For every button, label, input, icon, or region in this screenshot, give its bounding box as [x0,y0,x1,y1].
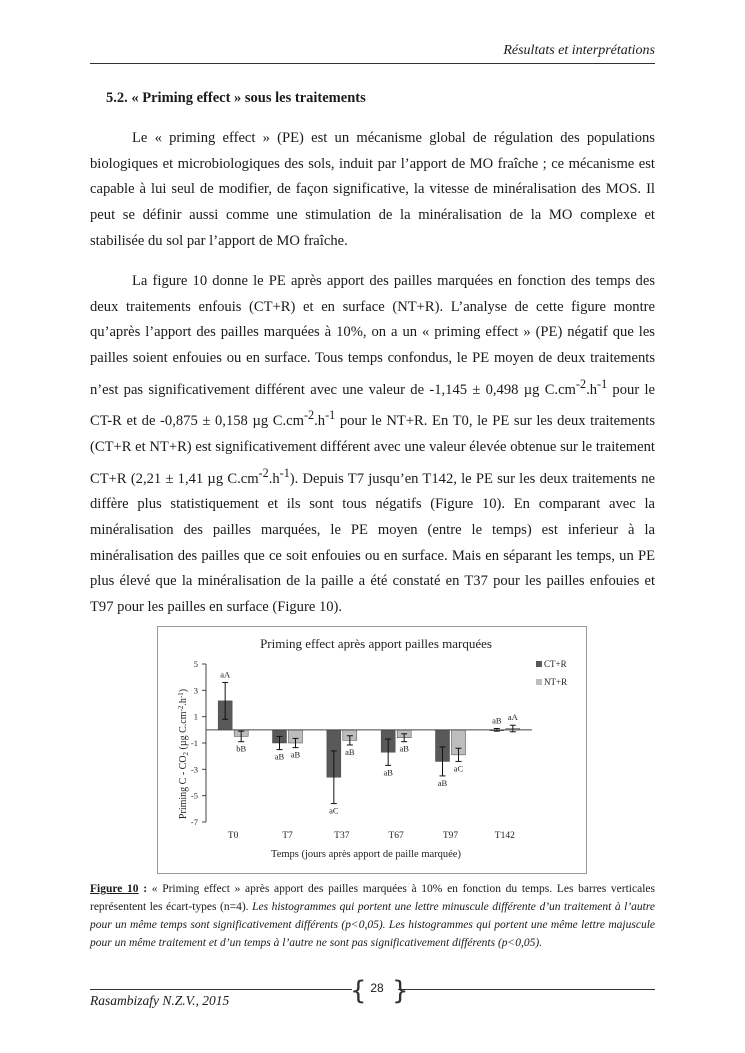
y-tick-label: 5 [193,659,198,669]
header-rule [90,63,655,64]
section-title: 5.2. « Priming effect » sous les traitements [106,90,366,106]
significance-label: aA [220,669,231,680]
caption-label: Figure 10 [90,883,139,895]
paragraph-2 [90,269,655,621]
y-axis-label-part: (µg C.cm [178,711,189,752]
footer-brace-right: } [392,976,409,1006]
y-axis-label [177,689,190,819]
p2-sup: -2 [258,465,269,480]
x-tick-label: T142 [494,831,515,841]
significance-label: aB [345,746,355,757]
p2-text: .h [314,413,326,430]
significance-label: aC [329,805,339,816]
p2-text: ). Depuis T7 jusqu’en T142, le PE sur les deux traitements ne diffère plus statistiquement et ils sont tous négatifs (Figure 10). En comparant avec la minéralisation des pailles marquées, le PE moyen (entre le temps) est inferieur à la minéralisation des pailles que ce soit enfouies ou en surface. Mais en séparant les temps, un PE plus élevé que la minéralisation de la paille a été constaté en T37 pour les pailles enfouies et T97 pour les pailles en surface (Figure 10). [90,470,655,616]
x-tick-label: T37 [334,831,350,841]
caption-sep: : [138,883,152,895]
y-tick-label: -3 [190,764,198,775]
x-tick-label: T97 [442,831,459,841]
legend-swatch-NT+R [536,679,542,685]
p2-sup: -1 [597,376,608,391]
legend-swatch-CT+R [536,661,542,667]
y-axis-label-part: Priming C - CO [178,755,189,820]
y-axis-label-part: .h [178,698,189,706]
footer-rule-right [398,989,655,990]
p2-text: .h [268,470,280,487]
figure-10 [157,626,587,874]
figure-caption [90,880,655,952]
y-tick-label: 1 [193,711,198,722]
p2-sup: -2 [575,376,587,391]
running-header: Résultats et interprétations [503,43,655,58]
legend-label: CT+R [544,659,567,669]
significance-label: aB [290,749,301,760]
x-tick-label: T0 [227,831,239,841]
y-tick-label: -5 [190,790,198,801]
significance-label: aB [274,751,285,762]
footer-brace-left: { [350,976,367,1006]
priming-effect-chart [158,627,586,873]
significance-label: aC [453,763,464,774]
x-tick-label: T7 [282,831,293,841]
p2-text: La figure 10 donne le PE après apport des pailles marquées en fonction des temps des deux traitements enfouis (CT+R) et en surface (NT+R). L’analyse de cette figure montre qu’après l’apport des pailles marquées à 10%, on a un « priming effect » (PE) négatif que les pailles soient enfouies ou en surface. Tous temps confondus, le PE moyen de deux traitements n’est pas significativement différent avec une valeur de -1,145 ± 0,498 µg C.cm [90,273,655,398]
y-axis-label-sup: -1 [177,692,185,699]
significance-label: aB [399,743,409,754]
page-number: 28 [370,981,384,995]
p2-text: pour le CT-R et de -0,875 ± 0,158 µg C.cm [90,381,655,430]
y-axis-label-sup: -2 [177,705,185,712]
y-axis-label-part: ) [178,688,189,693]
caption-italic-text: Les histogrammes qui portent une lettre minuscule différente d’un traitement à l’autre pour un même temps sont significativement différents (p˂0,05). Les histogrammes qui portent une même lettre majuscule pour un même traitement et d’un temps à l’autre ne sont pas significativement différents (p˂0,05). [90,901,656,949]
paragraph-1 [90,126,655,255]
paragraph-1-text: Le « priming effect » (PE) est un mécanisme global de régulation des populations biologiques et microbiologiques des sols, induit par l’apport de MO fraîche ; ce mécanisme est capable à lui seul de modifier, de façon significative, la vitesse de minéralisation des MOS. Il peut se définir aussi comme une stimulation de la minéralisation de la MO complexe et stabilisée du sol par l’apport de MO fraîche. [90,130,655,249]
footer-rule-left [90,989,352,990]
significance-label: aB [383,767,393,778]
significance-label: aB [492,715,502,726]
x-axis-label: Temps (jours après apport de paille marquée) [271,849,461,860]
footer-author: Rasambizafy N.Z.V., 2015 [90,993,230,1008]
y-tick-label: 3 [193,685,198,696]
p2-sup: -2 [304,408,315,423]
p2-sup: -1 [325,408,336,423]
p2-sup: -1 [279,465,290,480]
plot-area [191,659,567,841]
significance-label: aB [437,777,448,788]
p2-text: .h [586,381,598,398]
y-axis-label-sub: 2 [182,751,190,756]
significance-label: aA [507,712,518,723]
y-tick-label: -1 [190,738,198,748]
caption-text: « Priming effect » après apport des pailles marquées à 10% en fonction du temps. Les barres verticales représentent les écart-types (n=4). [90,883,655,913]
chart-title: Priming effect après apport pailles marquées [260,636,492,651]
legend-label: NT+R [544,677,568,687]
p2-text: pour le NT+R. En T0, le PE sur les deux traitements (CT+R et NT+R) est significativement différent avec une valeur élevée obtenue sur le traitement CT+R (2,21 ± 1,41 µg C.cm [90,413,655,487]
y-tick-label: -7 [190,817,198,827]
x-tick-label: T67 [388,831,404,841]
significance-label: bB [236,743,247,754]
